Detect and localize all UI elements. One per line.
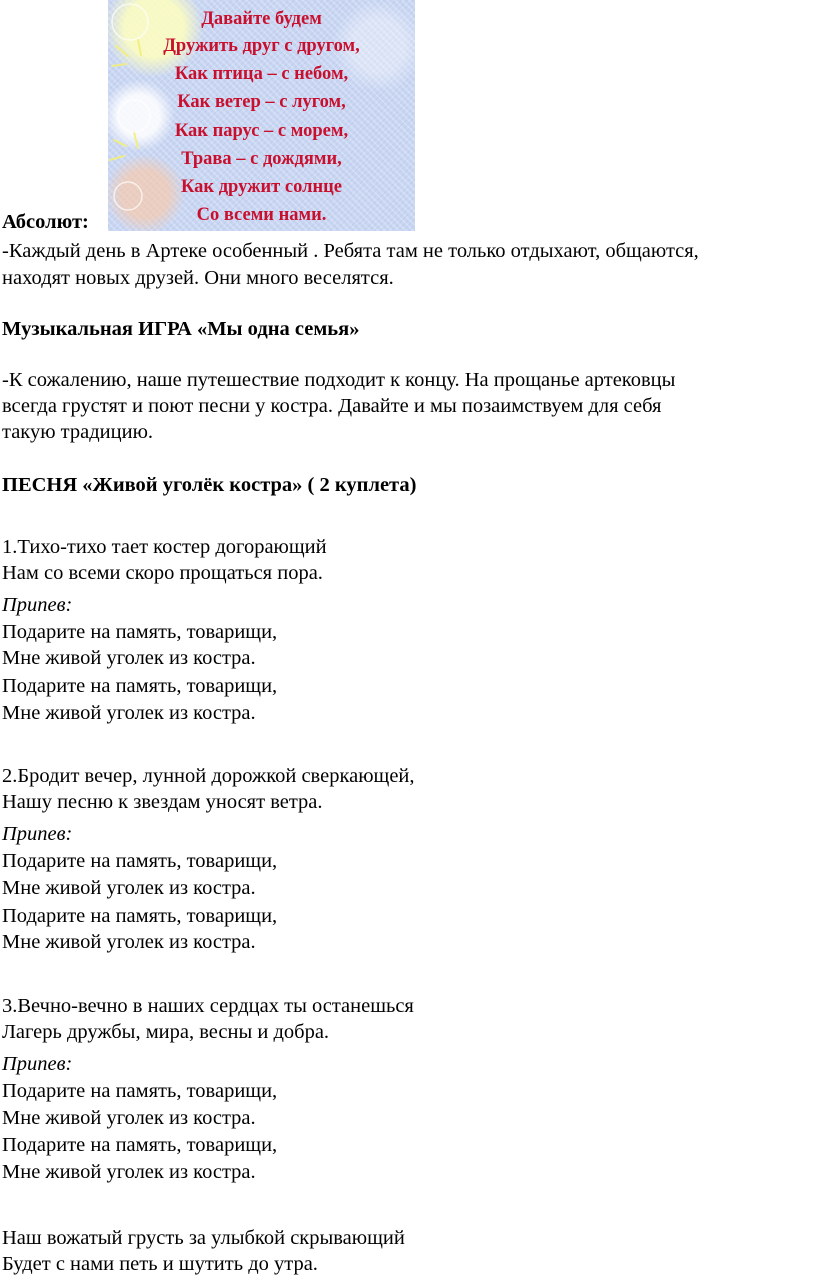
refrain-line: Мне живой уголек из костра. xyxy=(2,647,256,669)
poem-line: Как дружит солнце xyxy=(180,177,343,197)
refrain-line: Подарите на память, товарищи, xyxy=(2,1134,278,1156)
verse-line: Нашу песню к звездам уносят ветра. xyxy=(2,791,323,813)
refrain-line: Мне живой уголек из костра. xyxy=(2,877,256,899)
refrain-line: Мне живой уголек из костра. xyxy=(2,702,256,724)
game-heading: Музыкальная ИГРА «Мы одна семья» xyxy=(2,318,360,340)
refrain-line: Подарите на память, товарищи, xyxy=(2,1080,278,1102)
refrain-line: Мне живой уголек из костра. xyxy=(2,1107,256,1129)
refrain-line: Подарите на память, товарищи, xyxy=(2,850,278,872)
farewell-line: всегда грустят и поют песни у костра. Давайте и мы позаимствуем для себя xyxy=(2,395,662,417)
final-line: Будет с нами петь и шутить до утра. xyxy=(2,1253,318,1275)
poem-line: Дружить друг с другом, xyxy=(163,36,360,56)
poem-card-image xyxy=(108,0,415,231)
verse-line: 2.Бродит вечер, лунной дорожкой сверкающей, xyxy=(2,765,415,787)
refrain-line: Мне живой уголек из костра. xyxy=(2,931,256,953)
farewell-line: -К сожалению, наше путешествие подходит к концу. На прощанье артековцы xyxy=(2,369,676,391)
poem-line: Как птица – с небом, xyxy=(174,64,349,84)
verse-line: Лагерь дружбы, мира, весны и добра. xyxy=(2,1021,330,1043)
poem-line: Давайте будем xyxy=(201,9,322,29)
refrain-label: Припев: xyxy=(2,823,73,845)
speaker-label: Абсолют: xyxy=(2,211,89,233)
refrain-line: Подарите на память, товарищи, xyxy=(2,905,278,927)
poem-line: Трава – с дождями, xyxy=(181,149,342,169)
verse-line: Нам со всеми скоро прощаться пора. xyxy=(2,562,323,584)
intro-line: -Каждый день в Артеке особенный . Ребята там не только отдыхают, общаются, xyxy=(2,240,699,262)
refrain-label: Припев: xyxy=(2,1053,73,1075)
song-heading: ПЕСНЯ «Живой уголёк костра» ( 2 куплета) xyxy=(2,474,417,496)
poem-line: Со всеми нами. xyxy=(196,205,327,225)
refrain-line: Подарите на память, товарищи, xyxy=(2,621,278,643)
poem-line: Как парус – с морем, xyxy=(174,121,349,141)
refrain-line: Мне живой уголек из костра. xyxy=(2,1161,256,1183)
refrain-label: Припев: xyxy=(2,594,73,616)
verse-line: 1.Тихо-тихо тает костер догорающий xyxy=(2,536,327,558)
intro-line: находят новых друзей. Они много веселятся. xyxy=(2,267,394,289)
refrain-line: Подарите на память, товарищи, xyxy=(2,675,278,697)
poem-line: Как ветер – с лугом, xyxy=(177,92,346,112)
farewell-line: такую традицию. xyxy=(2,421,154,443)
final-line: Наш вожатый грусть за улыбкой скрывающий xyxy=(2,1227,405,1249)
verse-line: 3.Вечно-вечно в наших сердцах ты останешься xyxy=(2,995,414,1017)
